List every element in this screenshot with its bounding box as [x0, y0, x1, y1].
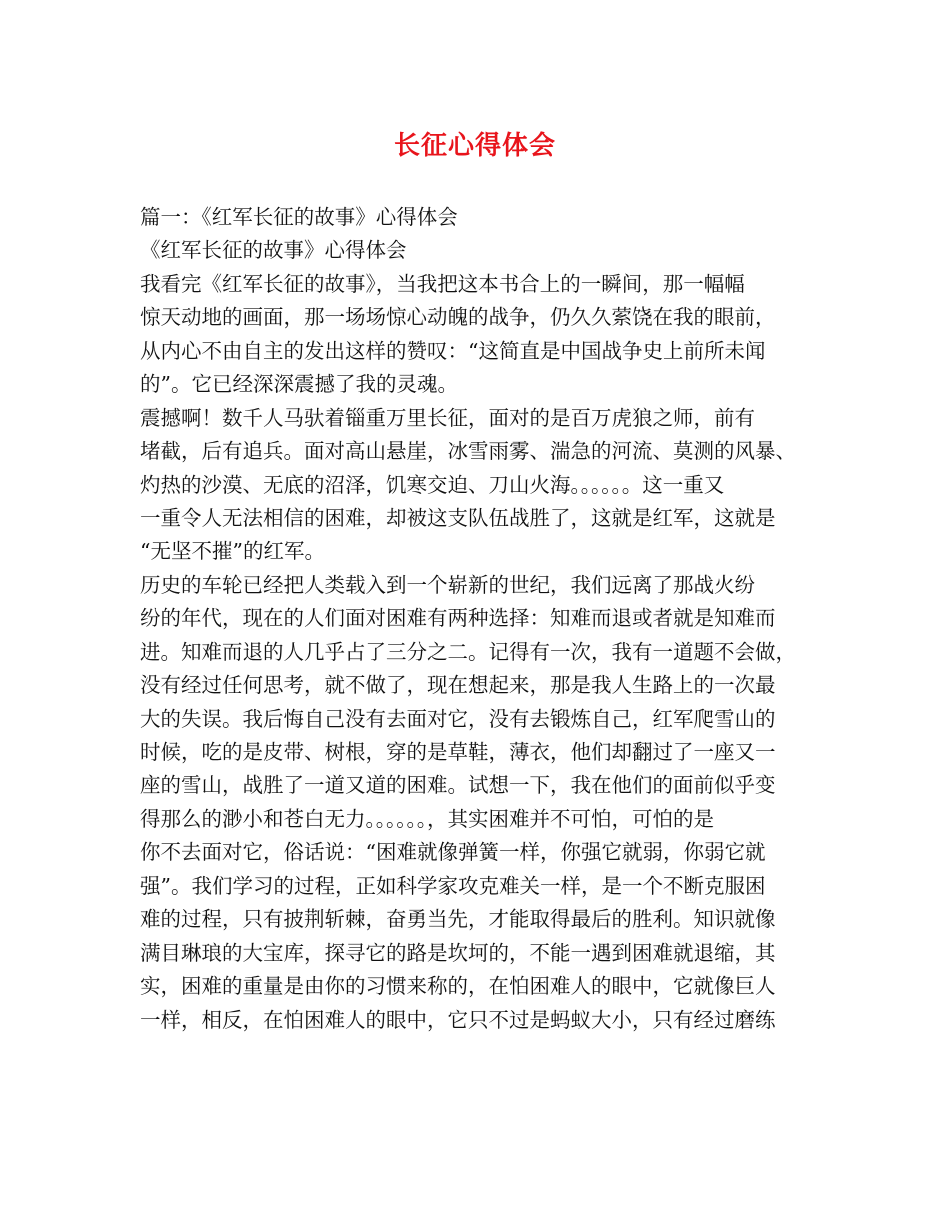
text-line: 时候，吃的是皮带、树根，穿的是草鞋，薄衣，他们却翻过了一座又一 [140, 740, 776, 764]
text-line: 震撼啊！数千人马驮着锱重万里长征，面对的是百万虎狼之师，前有 [140, 405, 755, 430]
text-line: 进。知难而退的人几乎占了三分之二。记得有一次，我有一道题不会做， [140, 639, 796, 664]
text-line: 的”。它已经深深震撼了我的灵魂。 [140, 372, 458, 397]
text-line: 没有经过任何思考，就不做了，现在想起来，那是我人生路上的一次最 [140, 673, 776, 698]
text-line: 座的雪山，战胜了一道又道的困难。试想一下，我在他们的面前似乎变 [140, 773, 776, 798]
text-line: 大的失误。我后悔自己没有去面对它，没有去锻炼自己，红军爬雪山的 [140, 706, 776, 731]
text-line: 堵截，后有追兵。面对高山悬崖，冰雪雨雾、湍急的河流、莫测的风暴、 [140, 439, 796, 464]
text-line: 历史的车轮已经把人类载入到一个崭新的世纪，我们远离了那战火纷 [140, 572, 755, 597]
text-line: 纷的年代，现在的人们面对困难有两种选择：知难而退或者就是知难而 [140, 606, 776, 631]
text-line: 《红军长征的故事》心得体会 [140, 238, 407, 263]
text-line: 我看完《红军长征的故事》，当我把这本书合上的一瞬间，那一幅幅 [140, 271, 745, 296]
text-line: 篇一：《红军长征的故事》心得体会 [140, 205, 458, 229]
text-line: “无坚不摧”的红军。 [140, 539, 325, 564]
document-body [140, 201, 820, 1037]
text-line: 你不去面对它，俗话说：“困难就像弹簧一样，你强它就弱，你弱它就 [140, 840, 766, 865]
text-line: 从内心不由自主的发出这样的赞叹：“这简直是中国战争史上前所未闻 [140, 338, 766, 363]
document-title: 长征心得体会 [393, 131, 556, 161]
text-line: 惊天动地的画面，那一场场惊心动魄的战争，仍久久萦饶在我的眼前， [140, 305, 776, 330]
text-line: 实，困难的重量是由你的习惯来称的，在怕困难人的眼中，它就像巨人 [140, 974, 776, 999]
text-line: 一重令人无法相信的困难，却被这支队伍战胜了，这就是红军，这就是 [140, 505, 776, 530]
text-line: 一样，相反，在怕困难人的眼中，它只不过是蚂蚁大小，只有经过磨练 [140, 1007, 776, 1032]
text-line: 满目琳琅的大宝库，探寻它的路是坎坷的，不能一遇到困难就退缩，其 [140, 940, 776, 965]
text-line: 得那么的渺小和苍白无力。。。。。。，其实困难并不可怕，可怕的是 [140, 806, 714, 831]
text-line: 难的过程，只有披荆斩棘，奋勇当先，才能取得最后的胜利。知识就像 [140, 907, 776, 932]
text-line: 灼热的沙漠、无底的沼泽，饥寒交迫、刀山火海。。。。。。这一重又 [140, 472, 725, 497]
text-line: 强”。我们学习的过程，正如科学家攻克难关一样，是一个不断克服困 [140, 873, 766, 898]
